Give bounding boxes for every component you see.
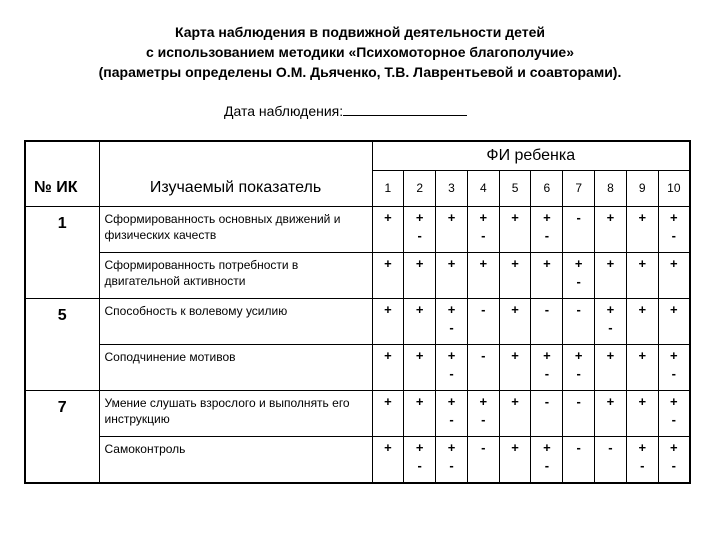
title-line-2: с использованием методики «Психомоторное благополучие» [145,44,575,60]
mark-cell: + [595,206,627,252]
mark-cell: + - [531,436,563,483]
child-number: 7 [563,170,595,206]
mark-cell: + - [595,298,627,344]
mark-cell: + [372,206,404,252]
mark-cell: - [563,298,595,344]
mark-cell: + - [467,390,499,436]
mark-cell: + [499,344,531,390]
child-number: 5 [499,170,531,206]
mark-cell: + [626,298,658,344]
mark-cell: + - [563,252,595,298]
table-row [25,252,690,298]
mark-cell: - [467,344,499,390]
mark-cell: + [404,390,436,436]
child-number: 10 [658,170,690,206]
table-row [25,298,690,344]
mark-cell: + [372,436,404,483]
mark-cell: + [658,252,690,298]
ik-number: 5 [25,298,99,390]
mark-cell: + [436,252,468,298]
mark-cell: + - [531,344,563,390]
mark-cell: + [626,390,658,436]
indicator-cell: Сформированность потребности в двигательной активности [99,252,372,298]
mark-cell: + [626,344,658,390]
child-number: 8 [595,170,627,206]
mark-cell: + [404,298,436,344]
mark-cell: + [372,252,404,298]
mark-cell: + [404,344,436,390]
mark-cell: + - [436,344,468,390]
mark-cell: + [626,252,658,298]
ik-number: 7 [25,390,99,483]
mark-cell: + [467,252,499,298]
document-title [0,22,720,82]
mark-cell: + [499,298,531,344]
indicator-cell: Соподчинение мотивов [99,344,372,390]
child-name-header: ФИ ребенка [372,141,690,170]
indicator-cell: Умение слушать взрослого и выполнять его инструкцию [99,390,372,436]
child-number: 1 [372,170,404,206]
mark-cell: + - [658,344,690,390]
mark-cell: + - [404,206,436,252]
table-row [25,436,690,483]
mark-cell: + - [436,436,468,483]
ik-header: № ИК [25,170,99,206]
title-line-3: (параметры определены О.М. Дьяченко, Т.В. Лаврентьевой и соавторами). [98,64,622,80]
mark-cell: + [658,298,690,344]
ik-number: 1 [25,206,99,298]
mark-cell: + - [658,436,690,483]
table-row [25,206,690,252]
indicator-cell: Способность к волевому усилию [99,298,372,344]
mark-cell: + - [404,436,436,483]
mark-cell: + [595,252,627,298]
child-number: 2 [404,170,436,206]
table-header-row-1 [25,141,690,170]
mark-cell: - [531,390,563,436]
mark-cell: + - [436,298,468,344]
indicator-cell: Сформированность основных движений и физических качеств [99,206,372,252]
indicator-header: Изучаемый показатель [99,170,372,206]
mark-cell: + [499,206,531,252]
mark-cell: - [467,298,499,344]
mark-cell: - [595,436,627,483]
mark-cell: + - [563,344,595,390]
table-row [25,344,690,390]
mark-cell: + [595,344,627,390]
indicator-header-top-cell [99,141,372,170]
mark-cell: + [499,436,531,483]
table-row [25,390,690,436]
mark-cell: + [372,344,404,390]
ik-header-top-cell [25,141,99,170]
mark-cell: + [626,206,658,252]
mark-cell: + - [658,390,690,436]
mark-cell: + - [626,436,658,483]
mark-cell: + - [436,390,468,436]
mark-cell: - [531,298,563,344]
mark-cell: - [563,390,595,436]
title-line-1: Карта наблюдения в подвижной деятельности детей [175,24,545,40]
child-number: 3 [436,170,468,206]
mark-cell: + [595,390,627,436]
mark-cell: - [467,436,499,483]
mark-cell: + [531,252,563,298]
mark-cell: + [499,252,531,298]
mark-cell: + [436,206,468,252]
observation-table [24,140,691,484]
mark-cell: - [563,206,595,252]
table-header-row-2 [25,170,690,206]
mark-cell: + [372,298,404,344]
mark-cell: - [563,436,595,483]
mark-cell: + - [531,206,563,252]
child-number: 4 [467,170,499,206]
mark-cell: + - [658,206,690,252]
indicator-cell: Самоконтроль [99,436,372,483]
mark-cell: + [499,390,531,436]
mark-cell: + [404,252,436,298]
mark-cell: + [372,390,404,436]
child-number: 6 [531,170,563,206]
mark-cell: + - [467,206,499,252]
child-number: 9 [626,170,658,206]
observation-date [224,101,467,119]
observation-date-blank [343,101,467,116]
observation-date-label: Дата наблюдения: [224,103,344,119]
